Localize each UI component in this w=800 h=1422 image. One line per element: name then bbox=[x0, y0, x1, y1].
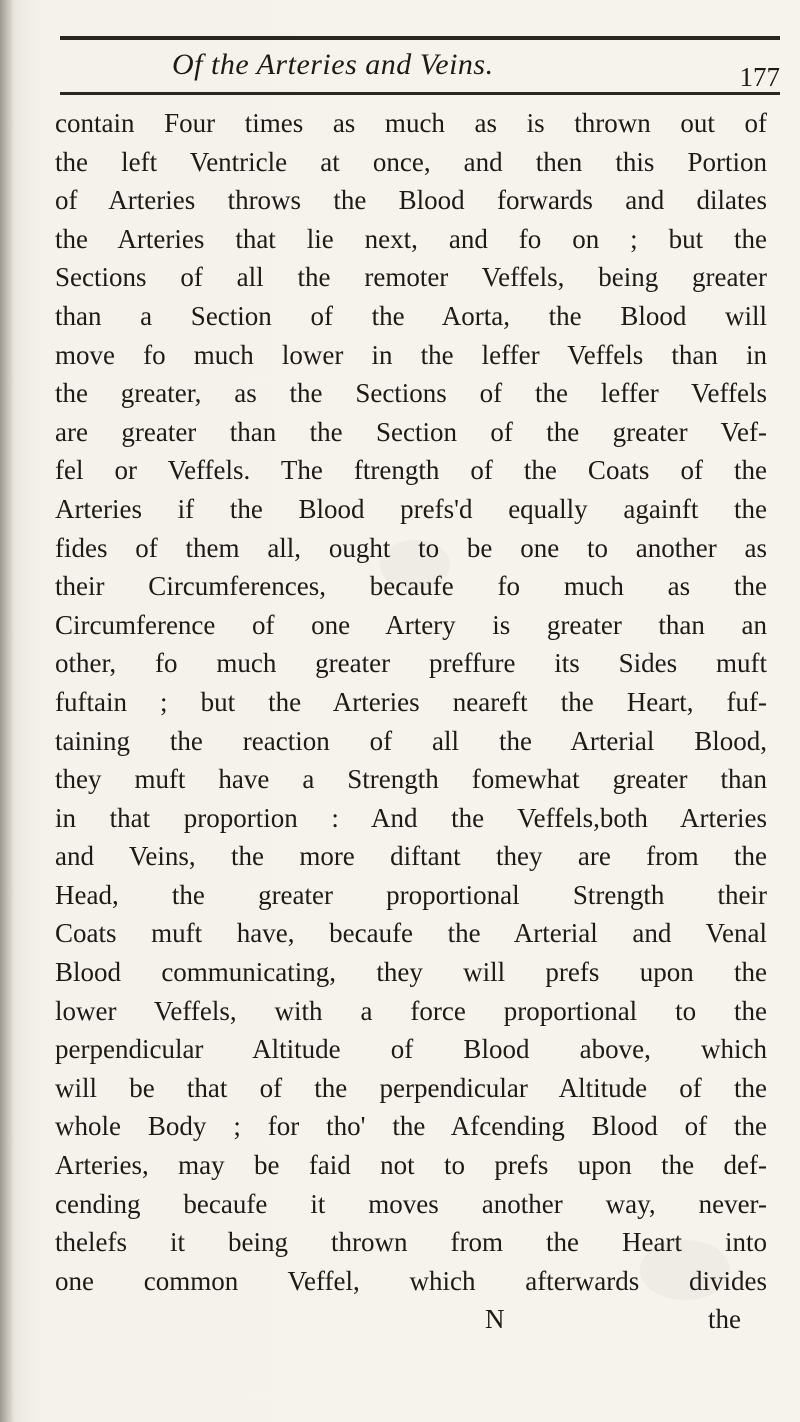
text-line: Sections of all the remoter Veffels, being greater bbox=[55, 262, 767, 293]
text-line: Blood communicating, they will prefs upon the bbox=[55, 957, 767, 988]
text-line: thelefs it being thrown from the Heart into bbox=[55, 1227, 767, 1258]
text-line: the Arteries that lie next, and fo on ; but the bbox=[55, 223, 767, 254]
catchword: the bbox=[708, 1304, 741, 1335]
text-line: they muft have a Strength fomewhat greater than bbox=[55, 764, 767, 795]
text-line: Arteries if the Blood prefs'd equally againft the bbox=[55, 493, 767, 524]
body-text bbox=[55, 104, 767, 1338]
page-number: 177 bbox=[739, 62, 780, 92]
text-line: of Arteries throws the Blood forwards and dilates bbox=[55, 185, 767, 216]
text-line: are greater than the Section of the greater Vef- bbox=[55, 416, 767, 447]
text-line: the greater, as the Sections of the leffer Veffels bbox=[55, 378, 767, 409]
header-rule-top bbox=[60, 36, 780, 40]
text-line: their Circumferences, becaufe fo much as the bbox=[55, 571, 767, 602]
text-line: in that proportion : And the Veffels,both Arteries bbox=[55, 802, 767, 833]
text-line: than a Section of the Aorta, the Blood will bbox=[55, 300, 767, 331]
page-footer bbox=[55, 1300, 767, 1338]
text-line: cending becaufe it moves another way, never- bbox=[55, 1188, 767, 1219]
text-line: Circumference of one Artery is greater than an bbox=[55, 609, 767, 640]
text-line: Head, the greater proportional Strength their bbox=[55, 879, 767, 910]
binding-edge bbox=[0, 0, 14, 1422]
text-line: one common Veffel, which afterwards divides bbox=[55, 1265, 767, 1296]
text-line: fides of them all, ought to be one to another as bbox=[55, 532, 767, 563]
text-line: perpendicular Altitude of Blood above, which bbox=[55, 1034, 767, 1065]
text-line: fel or Veffels. The ftrength of the Coats of the bbox=[55, 455, 767, 486]
text-line: Arteries, may be faid not to prefs upon the def- bbox=[55, 1150, 767, 1181]
signature-mark: N bbox=[485, 1304, 505, 1335]
text-line: the left Ventricle at once, and then this Portion bbox=[55, 146, 767, 177]
text-line: fuftain ; but the Arteries neareft the Heart, fuf- bbox=[55, 686, 767, 717]
text-line: contain Four times as much as is thrown out of bbox=[55, 108, 767, 138]
running-title: Of the Arteries and Veins. bbox=[172, 48, 494, 81]
text-line: and Veins, the more diftant they are from the bbox=[55, 841, 767, 872]
text-line: Coats muft have, becaufe the Arterial and Venal bbox=[55, 918, 767, 949]
text-line: move fo much lower in the leffer Veffels than in bbox=[55, 339, 767, 370]
text-line: lower Veffels, with a force proportional to the bbox=[55, 995, 767, 1026]
text-line: taining the reaction of all the Arterial Blood, bbox=[55, 725, 767, 756]
text-line: whole Body ; for tho' the Afcending Blood of the bbox=[55, 1111, 767, 1142]
text-line: other, fo much greater preffure its Sides muft bbox=[55, 648, 767, 679]
header-rule-bottom bbox=[60, 92, 780, 95]
text-line: will be that of the perpendicular Altitude of the bbox=[55, 1072, 767, 1103]
page-header bbox=[150, 48, 780, 98]
